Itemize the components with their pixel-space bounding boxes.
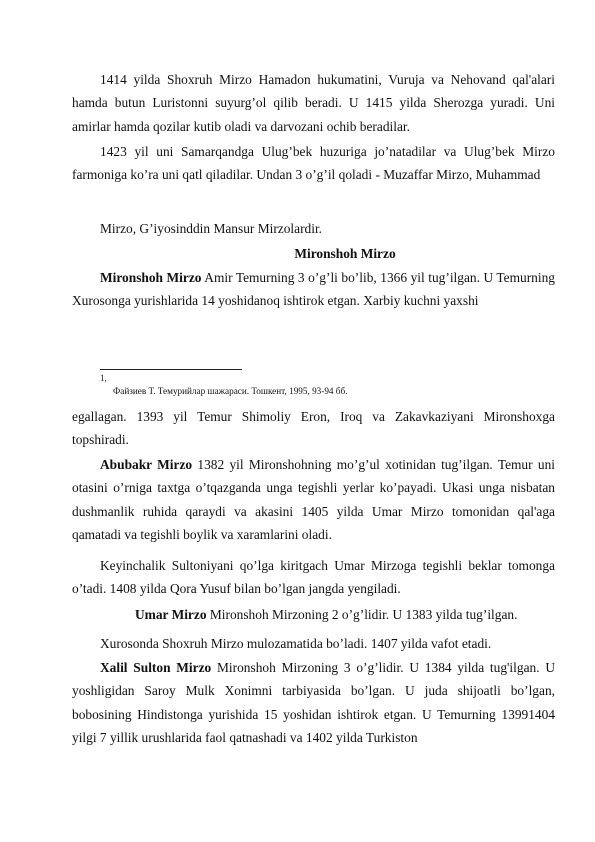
- paragraph-xalil-sulton: [72, 656, 555, 750]
- footnote-text: Файзиев Т. Темурийлар шажараси. Тошкент, 1995, 93-94 бб.: [113, 386, 348, 396]
- paragraph-shoxruh-hamadon: 1414 yilda Shoxruh Mirzo Hamadon hukumatini, Vuruja va Nehovand qal'alari hamda butun Luristonni suyurg’ol qilib beradi. U 1415 yilda Sherozga yuradi. Uni amirlar hamda qozilar kutib oladi va darvozani ochib beradilar.: [72, 72, 555, 134]
- paragraph-sultoniya: Keyinchalik Sultoniyani qo’lga kiritgach Umar Mirzoga tegishli beklar tomonga o’tadi. 1408 yilda Qora Yusuf bilan bo’lgan jangda yengiladi.: [72, 558, 555, 597]
- paragraph-umar-mirzo: [135, 603, 575, 626]
- section-heading-mironshoh: Mironshoh Mirzo: [294, 246, 396, 261]
- paragraph-ulugbek-farmon: 1423 yil uni Samarqandga Ulug’bek huzuriga jo’natadilar va Ulug’bek Mirzo farmoniga ko’ra uni qatl qiladilar. Undan 3 o’g’il qoladi - Muzaffar Mirzo, Muhammad: [72, 144, 555, 183]
- paragraph-xalil-text: Mironshoh Mirzoning 3 o’g’lidir. U 1384 yilda tug'ilgan. U yoshligidan Saroy Mulk Xonimni tarbiyasida bo’lgan. U juda shijoatli bo’lgan, bobosining Hindistonga yurishida 15 yoshidan ishtirok etgan. U Temurning 13991404 yilgi 7 yillik urushlarida faol qatnashadi va 1402 yilda Turkiston: [72, 660, 556, 746]
- bold-name-mironshoh: Mironshoh Mirzo: [100, 270, 202, 285]
- paragraph-umar-xuroson: Xurosonda Shoxruh Mirzo mulozamatida bo’ladi. 1407 yilda vafot etadi.: [100, 636, 492, 651]
- paragraph-sons-list: Mirzo, G’iyosinddin Mansur Mirzolardir.: [100, 221, 323, 236]
- paragraph-mironshoh-text: Amir Temurning 3 o’g’li bo’lib, 1366 yil tug’ilgan. U Temurning Xurosonga yurishlarida 14 yoshidanoq ishtirok etgan. Xarbiy kuchni yaxshi: [72, 270, 555, 309]
- paragraph-mironshoh-continued: egallagan. 1393 yil Temur Shimoliy Eron, Iroq va Zakavkaziyani Mironshoxga topshiradi.: [72, 409, 555, 448]
- footnote-separator: [100, 369, 242, 370]
- paragraph-umar-text: Mironshoh Mirzoning 2 o’g’lidir. U 1383 yilda tug’ilgan.: [206, 607, 518, 622]
- bold-name-umar: Umar Mirzo: [135, 607, 207, 622]
- bold-name-abubakr: Abubakr Mirzo: [100, 457, 193, 472]
- bold-name-xalil: Xalil Sulton Mirzo: [100, 660, 212, 675]
- paragraph-mironshoh-intro: [72, 266, 555, 313]
- paragraph-abubakr-text: 1382 yil Mironshohning mo’g’ul xotinidan tug’ilgan. Temur uni otasini o’rniga taxtga o’tqazganda unga tegishli yerlar ko’payadi. Ukasi unga nisbatan dushmanlik ruhida qaraydi va akasini 1405 yilda Umar Mirzo tomonidan qal'aga qamatadi va tegishli boylik va xaramlarini oladi.: [72, 457, 555, 543]
- footnote-number: 1,: [100, 373, 107, 383]
- paragraph-abubakr: [72, 453, 555, 547]
